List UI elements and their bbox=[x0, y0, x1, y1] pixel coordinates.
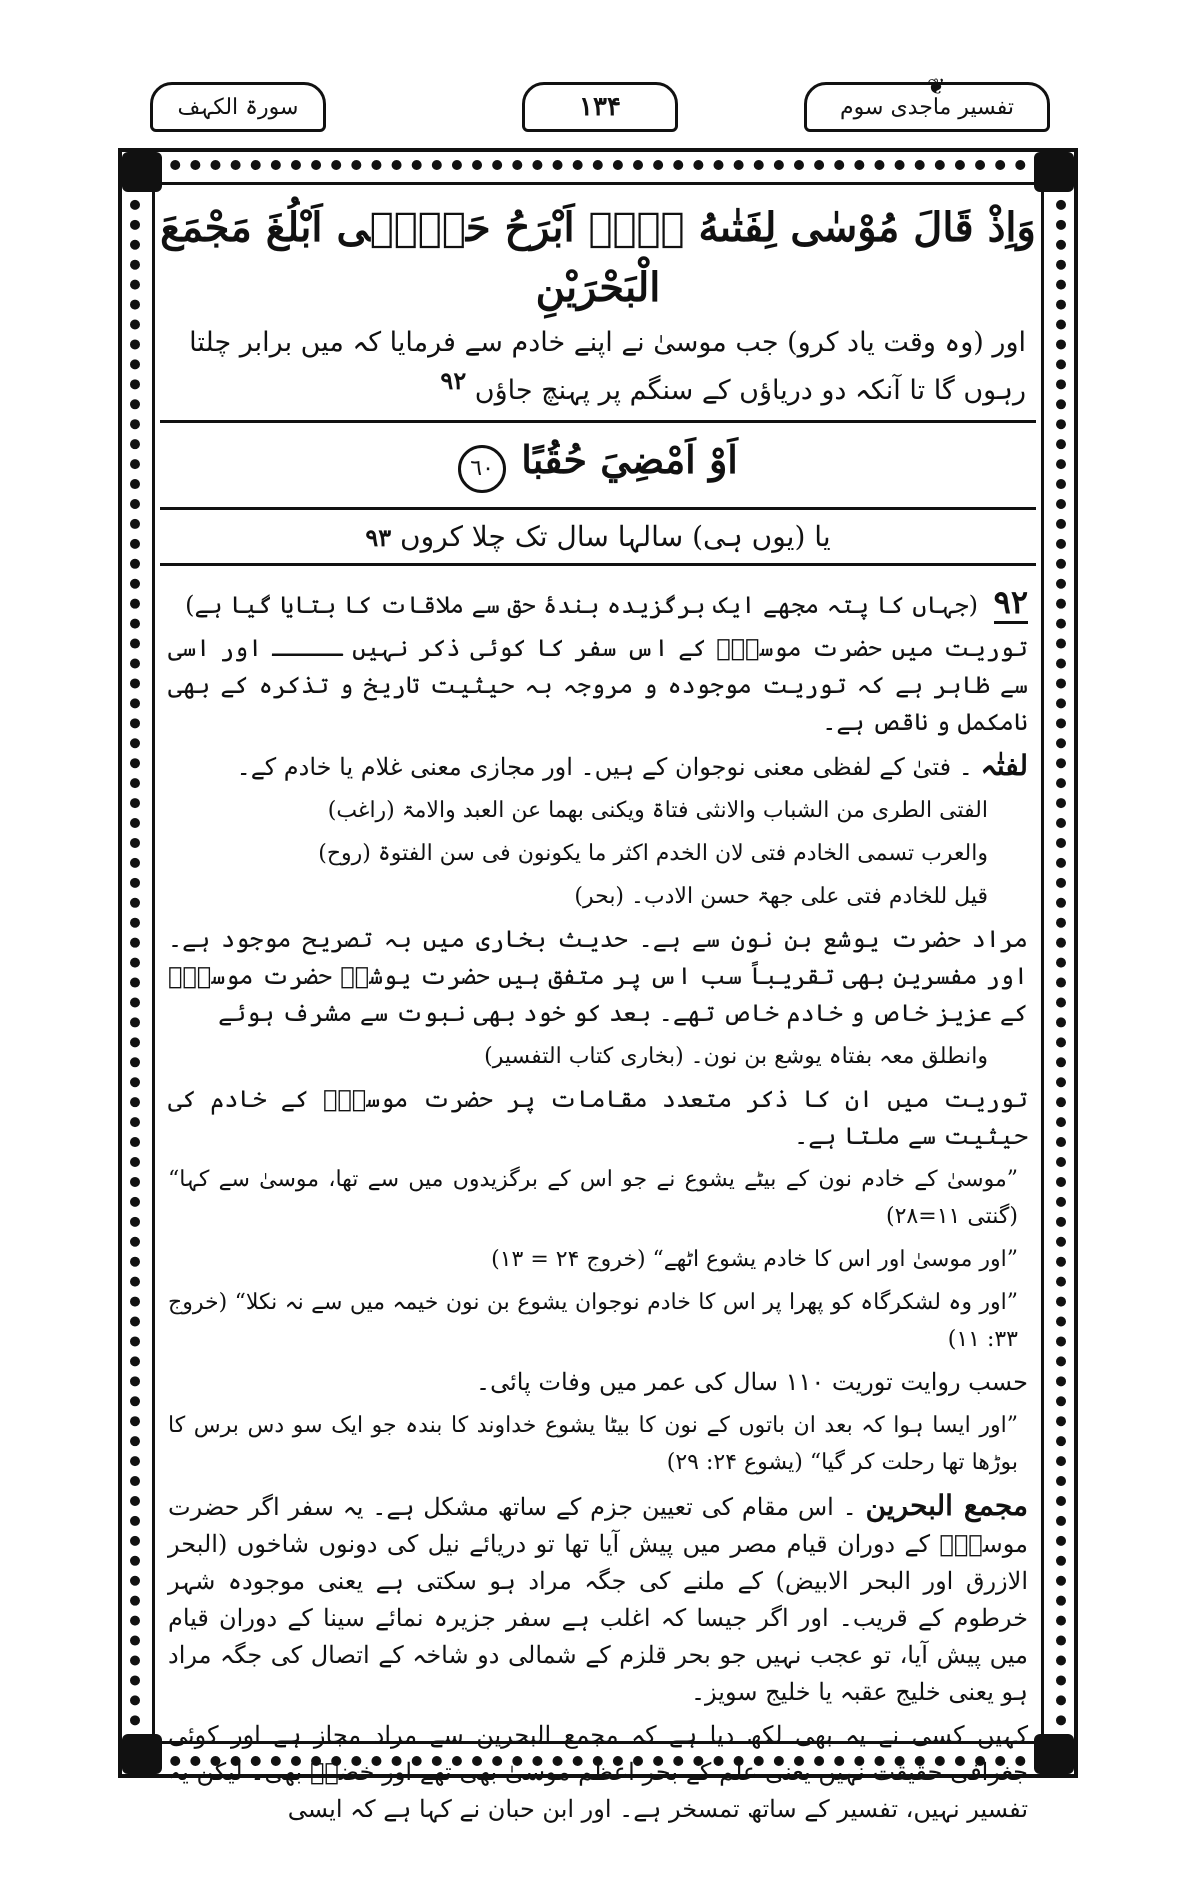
verse-translation-text: اور (وہ وقت یاد کرو) جب موسیٰ نے اپنے خادم سے فرمایا کہ میں برابر چلتا رہوں گا تا آنکہ دو دریاؤں کے سنگم پر پہنچ جاؤں bbox=[189, 327, 1026, 406]
arabic-quote: الفتی الطری من الشباب والانثی فتاۃ ویکنی بھما عن العبد والامۃ (راغب) bbox=[327, 797, 988, 823]
book-title-cartouche bbox=[804, 75, 1050, 132]
book-title: تفسیر ماجدی سوم bbox=[840, 94, 1014, 120]
page-number-cartouche bbox=[522, 82, 678, 132]
paragraph: توریت میں ان کا ذکر متعدد مقامات پر حضرت موسیٰؑ کے خادم کی حیثیت سے ملتا ہے۔ bbox=[168, 1084, 1028, 1150]
verse-2-row bbox=[160, 423, 1036, 510]
torah-quote: ”اور موسیٰ اور اس کا خادم یشوع اٹھے“ (خروج ۲۴ = ۱۳) bbox=[491, 1246, 1018, 1272]
surah-name-cartouche bbox=[150, 82, 326, 132]
verse-translation-2 bbox=[160, 510, 1036, 566]
page-header bbox=[150, 70, 1050, 140]
footnote-ref-2: ۹۳ bbox=[365, 522, 392, 552]
paragraph: کہیں کسی نے یہ بھی لکھ دیا ہے کہ مجمع البحرین سے مراد مجاز ہے اور کوئی جغرافی حقیقت نہیں یعنی علم کے بحر اعظم موسیٰ بھی تھے اور خضرؑ بھی۔ لیکن یہ تفسیر نہیں، تفسیر کے ساتھ تمسخر ہے۔ اور ابن حبان نے کہا ہے کہ ایسی bbox=[168, 1720, 1028, 1823]
arabic-quote: قیل للخادم فتی علی جھۃ حسن الادب۔ (بحر) bbox=[574, 883, 988, 909]
surah-name: سورۃ الکہف bbox=[177, 94, 299, 120]
commentary bbox=[160, 566, 1036, 1828]
footnote-ref: ۹۲ bbox=[440, 366, 467, 395]
corner-ornament-icon bbox=[122, 152, 162, 192]
paragraph: مراد حضرت یوشع بن نون سے ہے۔ حدیث بخاری میں بہ تصریح موجود ہے۔ اور مفسرین بھی تقریباً سب اس پر متفق ہیں حضرت یوشعؑ حضرت موسیٰؑ کے عزیز خاص و خادم خاص تھے۔ بعد کو خود بھی نبوت سے مشرف ہوئے bbox=[168, 924, 1028, 1027]
verse-arabic-2: اَوْ اَمْضِيَ حُقُبًا bbox=[521, 437, 738, 482]
page-content bbox=[160, 190, 1036, 1834]
ayah-number-marker: ٦٠ bbox=[458, 445, 506, 493]
note-92 bbox=[168, 584, 1028, 624]
verse-translation-2-text: یا (یوں ہی) سالہا سال تک چلا کروں bbox=[400, 519, 831, 553]
paragraph-majma bbox=[168, 1487, 1028, 1711]
arabic-quote: وانطلق معہ بفتاہ یوشع بن نون۔ (بخاری کتاب التفسیر) bbox=[484, 1043, 988, 1069]
paragraph-text: ۔ اس مقام کی تعیین جزم کے ساتھ مشکل ہے۔ یہ سفر اگر حضرت موسیٰؑ کے دوران قیام مصر میں پیش آیا تھا تو دریائے نیل کی دونوں شاخوں (البحر الازرق اور البحر الابیض) کے ملنے کی جگہ مراد ہو سکتی ہے یعنی موجودہ شہر خرطوم کے قریب۔ اور اگر جیسا کہ اغلب ہے سفر جزیرہ نمائے سینا کے دوران قیام میں پیش آیا، تو عجب نہیں جو بحر قلزم کے شمالی دو شاخہ کے اتصال کی جگہ مراد ہو یعنی خلیج عقبہ یا خلیج سویز۔ bbox=[168, 1492, 1028, 1706]
term-heading: لفتٰہ bbox=[980, 748, 1028, 782]
paragraph: توریت میں حضرت موسیٰؑ کے اس سفر کا کوئی ذکر نہیں ـــــ اور اسی سے ظاہر ہے کہ توریت موجودہ و مروجہ بہ حیثیت تاریخ و تذکرہ کے بھی نامکمل و ناقص ہے۔ bbox=[168, 633, 1028, 736]
term-heading: مجمع البحرین bbox=[865, 1488, 1028, 1522]
corner-ornament-icon bbox=[1034, 152, 1074, 192]
paragraph-text: ۔ فتیٰ کے لفظی معنی نوجوان کے ہیں۔ اور مجازی معنی غلام یا خادم کے۔ bbox=[236, 752, 973, 781]
arabic-quote: والعرب تسمی الخادم فتی لان الخدم اکثر ما یکونون فی سن الفتوۃ (روح) bbox=[318, 840, 988, 866]
verse-arabic: وَاِذْ قَالَ مُوْسٰى لِفَتٰىهُ لَاۤ اَبْرَحُ حَتّٰۤى اَبْلُغَ مَجْمَعَ الْبَحْرَيْنِ bbox=[160, 204, 1036, 311]
torah-quote: ”اور وہ لشکرگاہ کو پھرا پر اس کا خادم نوجوان یشوع بن نون خیمہ میں سے نہ نکلا“ (خروج ۳۳: ۱۱) bbox=[168, 1289, 1018, 1352]
note-number: ۹۲ bbox=[994, 583, 1028, 624]
verse-translation bbox=[160, 322, 1036, 423]
page-number: ۱۳۴ bbox=[579, 92, 621, 122]
note-92-text: (جہاں کا پتہ مجھے ایک برگزیدہ بندۂ حق سے ملاقات کا بتایا گیا ہے) bbox=[185, 590, 978, 619]
torah-quote: ”اور ایسا ہوا کہ بعد ان باتوں کے نون کا بیٹا یشوع خداوند کا بندہ جو ایک سو دس برس کا بوڑھا تھا رحلت کر گیا“ (یشوع ۲۴: ۲۹) bbox=[168, 1412, 1018, 1475]
corner-ornament-icon bbox=[1034, 1734, 1074, 1774]
paragraph-fata bbox=[168, 747, 1028, 786]
paragraph: حسب روایت توریت ۱۱۰ سال کی عمر میں وفات پائی۔ bbox=[476, 1367, 1028, 1396]
torah-quote: ”موسیٰ کے خادم نون کے بیٹے یشوع نے جو اس کے برگزیدوں میں سے تھا، موسیٰ سے کہا“ (گنتی ۱۱=۲۸) bbox=[168, 1166, 1018, 1229]
finial-ornament-icon: ❦ bbox=[927, 75, 946, 100]
corner-ornament-icon bbox=[122, 1734, 162, 1774]
